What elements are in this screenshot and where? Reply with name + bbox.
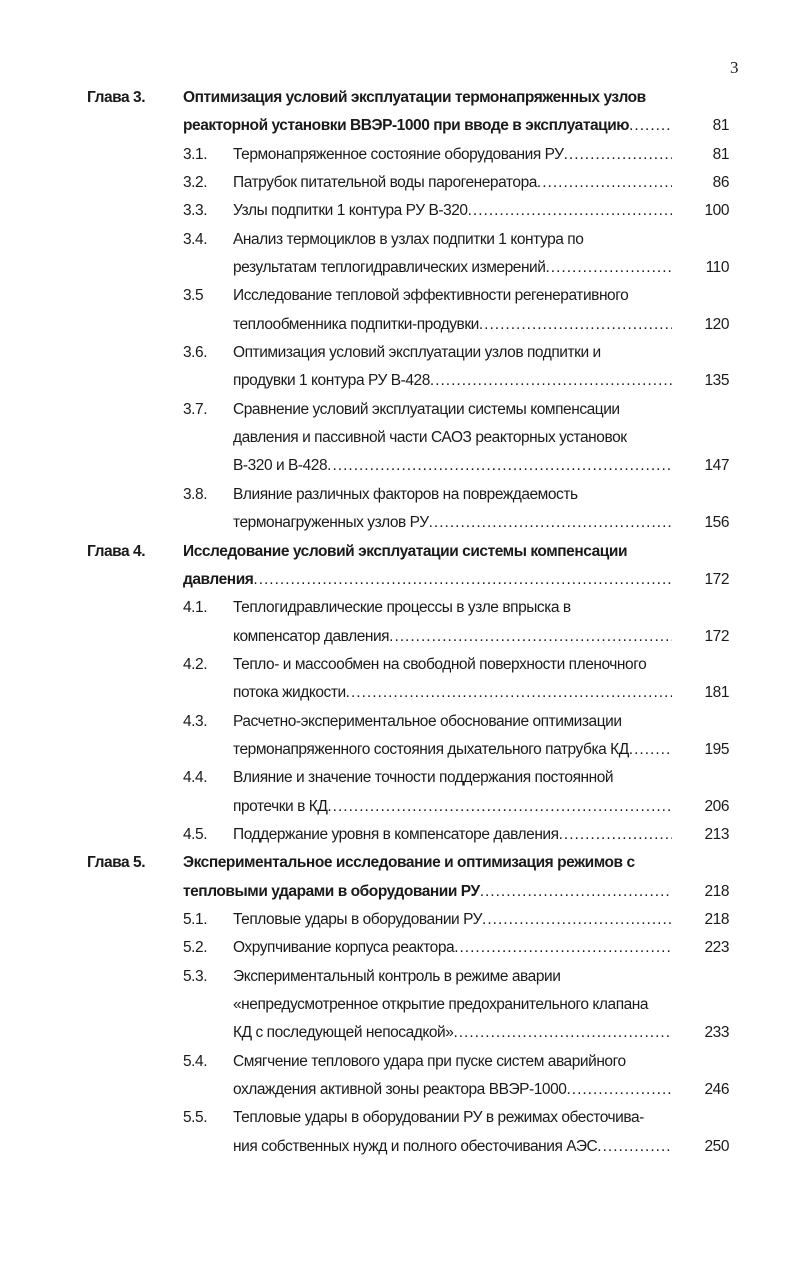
page-reference: 172	[704, 570, 729, 588]
section-number: 4.3.	[183, 712, 208, 730]
page-reference: 223	[704, 939, 729, 957]
entry-text	[183, 878, 672, 906]
entry-text	[233, 1048, 672, 1076]
entry-text	[233, 339, 672, 367]
chapter-entry[interactable]	[0, 849, 796, 906]
toc-line	[0, 764, 796, 792]
entry-title-line: термонапряженного состояния дыхательного патрубка КД	[233, 740, 629, 758]
section-entry[interactable]	[0, 169, 796, 197]
toc-line	[0, 651, 796, 679]
entry-title-line: Влияние различных факторов на повреждаемость	[233, 485, 578, 503]
page-reference: 135	[704, 372, 729, 390]
leader-dots	[545, 254, 672, 282]
entry-title-line: реакторной установки ВВЭР-1000 при вводе в эксплуатацию	[183, 117, 630, 135]
toc-line	[0, 1133, 796, 1161]
toc-line	[0, 934, 796, 962]
section-number: 5.2.	[183, 939, 208, 957]
section-entry[interactable]	[0, 963, 796, 1048]
page-reference: 120	[704, 315, 729, 333]
section-number: 3.8.	[183, 485, 208, 503]
entry-title-line: Расчетно-экспериментальное обоснование оптимизации	[233, 712, 622, 730]
page-reference: 206	[704, 797, 729, 815]
section-number: 3.6.	[183, 344, 208, 362]
leader-dots	[327, 452, 672, 480]
toc-line	[0, 509, 796, 537]
entry-text	[233, 254, 672, 282]
entry-title-line: Охрупчивание корпуса реактора	[233, 939, 455, 957]
entry-title-line: Тепло- и массообмен на свободной поверхности пленочного	[233, 655, 647, 673]
entry-text	[233, 991, 672, 1019]
entry-text	[233, 141, 672, 169]
toc-line	[0, 963, 796, 991]
toc-line	[0, 396, 796, 424]
page-reference: 246	[704, 1081, 729, 1099]
entry-text	[233, 282, 672, 310]
toc-line	[0, 367, 796, 395]
section-number: 3.5	[183, 287, 204, 305]
section-entry[interactable]	[0, 821, 796, 849]
section-number: 4.2.	[183, 655, 208, 673]
section-number: 4.1.	[183, 599, 208, 617]
leader-dots	[629, 736, 672, 764]
toc-line	[0, 452, 796, 480]
entry-title-line: давления и пассивной части САОЗ реакторных установок	[233, 429, 627, 447]
entry-title-line: Экспериментальный контроль в режиме аварии	[233, 967, 561, 985]
entry-text	[233, 1104, 672, 1132]
page-reference: 81	[712, 117, 729, 135]
entry-title-line: КД с последующей непосадкой»	[233, 1024, 454, 1042]
entry-title-line: протечки в КД	[233, 797, 328, 815]
entry-title-line: Тепловые удары в оборудовании РУ	[233, 910, 483, 928]
section-entry[interactable]	[0, 594, 796, 651]
toc-line	[0, 282, 796, 310]
page-reference: 81	[712, 145, 729, 163]
leader-dots	[482, 906, 672, 934]
toc-line	[0, 84, 796, 112]
entry-title-line: Анализ термоциклов в узлах подпитки 1 контура по	[233, 230, 584, 248]
section-entry[interactable]	[0, 481, 796, 538]
section-entry[interactable]	[0, 197, 796, 225]
toc-line	[0, 538, 796, 566]
section-number: 5.5.	[183, 1109, 208, 1127]
entry-title-line: В-320 и В-428	[233, 457, 328, 475]
toc-line	[0, 1076, 796, 1104]
toc-line	[0, 793, 796, 821]
page-number: 3	[730, 58, 739, 77]
section-entry[interactable]	[0, 651, 796, 708]
leader-dots	[468, 197, 672, 225]
section-entry[interactable]	[0, 226, 796, 283]
entry-text	[233, 679, 672, 707]
entry-title-line: Сравнение условий эксплуатации системы компенсации	[233, 400, 620, 418]
toc-line	[0, 708, 796, 736]
leader-dots	[429, 509, 672, 537]
section-number: 3.4.	[183, 230, 208, 248]
entry-title-line: давления	[183, 570, 254, 588]
leader-dots	[559, 821, 672, 849]
entry-title-line: Тепловые удары в оборудовании РУ в режимах обесточива-	[233, 1109, 644, 1127]
toc-line	[0, 481, 796, 509]
section-number: 3.7.	[183, 400, 208, 418]
entry-title-line: термонагруженных узлов РУ	[233, 514, 429, 532]
entry-text	[233, 906, 672, 934]
page-reference: 156	[704, 514, 729, 532]
leader-dots	[454, 934, 672, 962]
entry-text	[233, 452, 672, 480]
entry-text	[233, 226, 672, 254]
leader-dots	[564, 141, 672, 169]
leader-dots	[430, 367, 672, 395]
section-entry[interactable]	[0, 1048, 796, 1105]
section-entry[interactable]	[0, 141, 796, 169]
entry-text	[233, 367, 672, 395]
section-entry[interactable]	[0, 282, 796, 339]
entry-title-line: Узлы подпитки 1 контура РУ В-320	[233, 202, 468, 220]
entry-text	[233, 651, 672, 679]
section-entry[interactable]	[0, 339, 796, 396]
table-of-contents	[0, 84, 796, 1161]
entry-title-line: компенсатор давления	[233, 627, 390, 645]
page-reference: 218	[704, 910, 729, 928]
entry-title-line: результатам теплогидравлических измерений	[233, 259, 546, 277]
section-number: 5.1.	[183, 910, 208, 928]
entry-text	[233, 594, 672, 622]
leader-dots	[480, 878, 672, 906]
chapter-label: Глава 3.	[87, 89, 146, 106]
page-reference: 213	[704, 825, 729, 843]
section-number: 4.4.	[183, 769, 208, 787]
section-entry[interactable]	[0, 1104, 796, 1161]
leader-dots	[389, 623, 672, 651]
entry-title-line: Термонапряженное состояние оборудования РУ	[233, 145, 564, 163]
toc-line	[0, 226, 796, 254]
toc-line	[0, 339, 796, 367]
section-number: 3.2.	[183, 174, 208, 192]
leader-dots	[453, 1019, 672, 1047]
toc-line	[0, 594, 796, 622]
entry-text	[183, 566, 672, 594]
entry-title-line: тепловыми ударами в оборудовании РУ	[183, 882, 480, 900]
entry-title-line: продувки 1 контура РУ В-428	[233, 372, 430, 390]
toc-line	[0, 906, 796, 934]
entry-title-line: Влияние и значение точности поддержания постоянной	[233, 769, 614, 787]
entry-title-line: Смягчение теплового удара при пуске систем аварийного	[233, 1052, 626, 1070]
entry-title-line: Поддержание уровня в компенсаторе давления	[233, 825, 559, 843]
entry-title-line: «непредусмотренное открытие предохранительного клапана	[233, 996, 649, 1013]
leader-dots	[597, 1133, 672, 1161]
entry-text	[233, 169, 672, 197]
section-entry[interactable]	[0, 934, 796, 962]
entry-title-line: Экспериментальное исследование и оптимизация режимов с	[183, 854, 635, 872]
page-reference: 218	[704, 882, 729, 900]
toc-line	[0, 169, 796, 197]
section-number: 3.1.	[183, 145, 208, 163]
chapter-entry[interactable]	[0, 538, 796, 595]
toc-line	[0, 679, 796, 707]
toc-line	[0, 141, 796, 169]
chapter-entry[interactable]	[0, 84, 796, 141]
section-number: 5.4.	[183, 1052, 208, 1070]
entry-title-line: Патрубок питательной воды парогенератора	[233, 174, 537, 192]
entry-text	[233, 197, 672, 225]
section-entry[interactable]	[0, 708, 796, 765]
section-number: 4.5.	[183, 825, 208, 843]
section-number: 5.3.	[183, 967, 208, 985]
leader-dots	[629, 112, 672, 140]
page-reference: 233	[704, 1024, 729, 1042]
page-reference: 172	[704, 627, 729, 645]
toc-line	[0, 311, 796, 339]
leader-dots	[253, 566, 672, 594]
toc-line	[0, 878, 796, 906]
entry-title-line: Теплогидравлические процессы в узле впрыска в	[233, 599, 571, 617]
entry-title-line: Оптимизация условий эксплуатации узлов подпитки и	[233, 344, 601, 362]
page-reference: 100	[704, 202, 729, 220]
entry-title-line: Исследование тепловой эффективности регенеративного	[233, 287, 629, 305]
entry-text	[233, 1019, 672, 1047]
leader-dots	[479, 311, 672, 339]
entry-text	[233, 821, 672, 849]
entry-text	[233, 793, 672, 821]
entry-title-line: ния собственных нужд и полного обесточивания АЭС	[233, 1137, 598, 1155]
page-reference: 250	[704, 1137, 729, 1155]
leader-dots	[537, 169, 672, 197]
entry-text	[233, 736, 672, 764]
section-entry[interactable]	[0, 906, 796, 934]
section-number: 3.3.	[183, 202, 208, 220]
section-entry[interactable]	[0, 764, 796, 821]
leader-dots	[327, 793, 672, 821]
entry-text	[233, 311, 672, 339]
leader-dots	[566, 1076, 672, 1104]
entry-title-line: Исследование условий эксплуатации системы компенсации	[183, 542, 628, 560]
chapter-label: Глава 4.	[87, 542, 146, 560]
entry-text	[233, 1133, 672, 1161]
entry-text	[233, 934, 672, 962]
entry-text	[233, 1076, 672, 1104]
page-reference: 86	[712, 174, 729, 192]
toc-line	[0, 254, 796, 282]
page-reference: 110	[705, 259, 729, 277]
page-reference: 147	[704, 457, 729, 475]
entry-text	[183, 849, 672, 877]
entry-text	[183, 538, 672, 566]
toc-line	[0, 566, 796, 594]
toc-line	[0, 1104, 796, 1132]
entry-text	[233, 623, 672, 651]
entry-text	[183, 112, 672, 140]
leader-dots	[346, 679, 672, 707]
entry-text	[233, 396, 672, 424]
toc-line	[0, 821, 796, 849]
toc-line	[0, 424, 796, 452]
toc-line	[0, 623, 796, 651]
toc-line	[0, 112, 796, 140]
section-entry[interactable]	[0, 396, 796, 481]
entry-title-line: потока жидкости	[233, 684, 346, 702]
toc-line	[0, 1048, 796, 1076]
page-reference: 181	[704, 684, 729, 702]
entry-title-line: теплообменника подпитки-продувки	[233, 315, 479, 333]
entry-text	[233, 708, 672, 736]
toc-line	[0, 197, 796, 225]
entry-text	[233, 963, 672, 991]
entry-text	[233, 481, 672, 509]
entry-text	[233, 424, 672, 452]
chapter-label: Глава 5.	[87, 854, 146, 872]
entry-title-line: Оптимизация условий эксплуатации термонапряженных узлов	[183, 89, 646, 106]
entry-text	[233, 764, 672, 792]
entry-text	[233, 509, 672, 537]
toc-line	[0, 991, 796, 1019]
entry-title-line: охлаждения активной зоны реактора ВВЭР-1000	[233, 1081, 567, 1099]
toc-line	[0, 736, 796, 764]
toc-line	[0, 1019, 796, 1047]
entry-text	[183, 84, 672, 112]
page-reference: 195	[704, 740, 729, 758]
toc-line	[0, 849, 796, 877]
